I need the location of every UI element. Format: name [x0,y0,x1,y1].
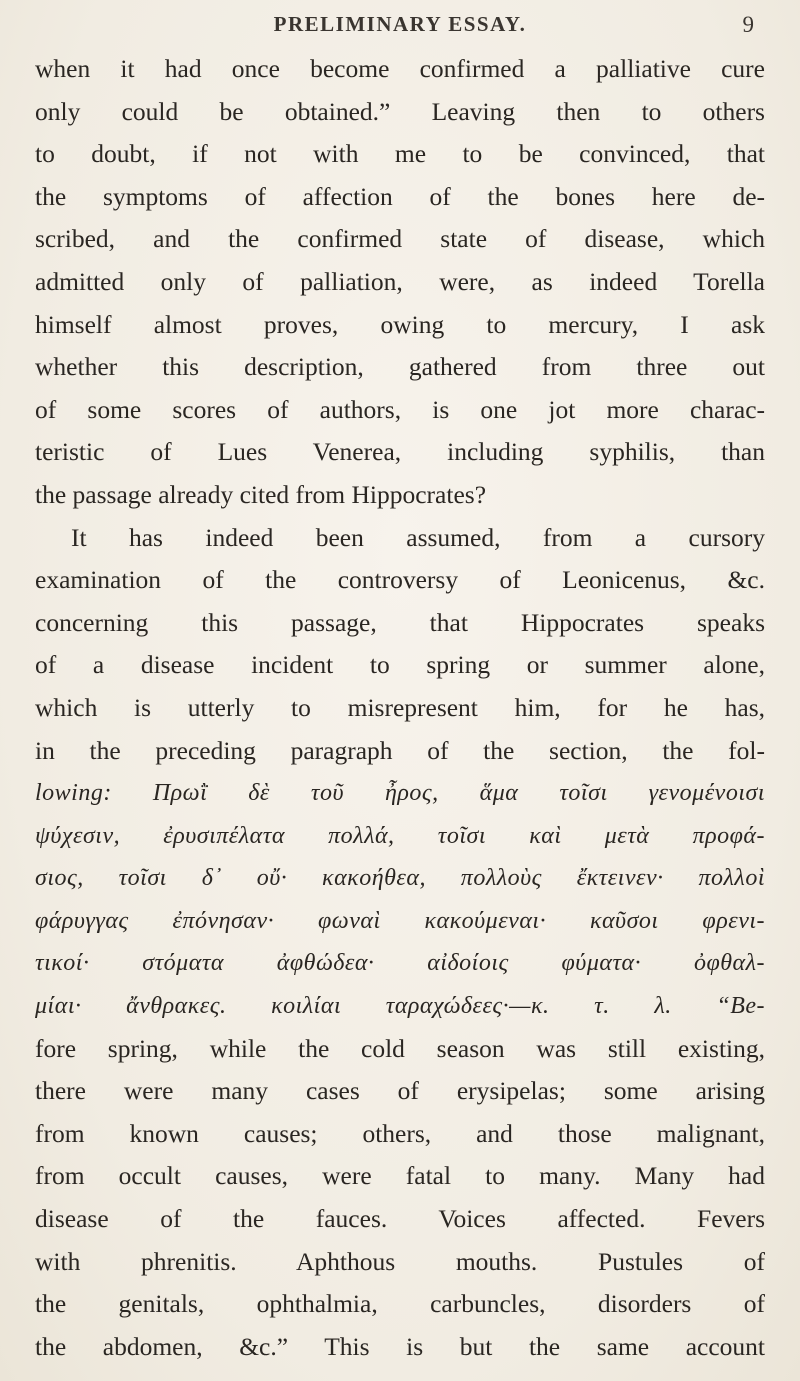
text-line: to doubt, if not with me to be convinced, that [35,139,765,169]
greek-text-line: ψύχεσιν, ἐρυσιπέλατα πολλά, τοῖσι καὶ μετὰ προφά- [35,822,765,849]
text-line: himself almost proves, owing to mercury, I ask [35,309,765,339]
text-line: the passage already cited from Hippocrates? [35,479,487,509]
text-line: of a disease incident to spring or summer alone, [35,650,765,680]
text-line: admitted only of palliation, were, as indeed Torella [35,266,765,296]
greek-text-line: τικοί· στόματα ἀφθώδεα· αἰδοίοις φύματα· ὀφθαλ- [35,950,765,977]
text-line: teristic of Lues Venerea, including syphilis, than [35,437,765,467]
page-number: 9 [742,12,754,37]
text-line: concerning this passage, that Hippocrates speaks [35,607,765,637]
text-line: scribed, and the confirmed state of disease, which [35,224,765,254]
text-line: in the preceding paragraph of the section, the fol- [35,735,765,765]
body-text [35,48,765,1368]
text-line: from occult causes, were fatal to many. Many had [35,1161,765,1191]
running-title: PRELIMINARY ESSAY. [273,12,527,36]
greek-text-line: φάρυγγας ἐπόνησαν· φωναὶ κακούμεναι· καῦσοι φρενι- [35,907,765,934]
text-line: there were many cases of erysipelas; some arising [35,1076,765,1106]
greek-text-line: lowing: Πρωῒ δὲ τοῦ ἦρος, ἅμα τοῖσι γενομένοισι [35,780,765,807]
text-line: fore spring, while the cold season was still existing, [35,1033,765,1063]
greek-text-line: σιος, τοῖσι δ᾽ οὔ· κακοήθεα, πολλοὺς ἔκτεινεν· πολλοὶ [35,865,765,892]
text-line: which is utterly to misrepresent him, for he has, [35,692,765,722]
text-line: with phrenitis. Aphthous mouths. Pustules of [35,1246,765,1276]
text-line: the symptoms of affection of the bones here de- [35,181,765,211]
text-line: of some scores of authors, is one jot more charac- [35,394,765,424]
text-line: only could be obtained.” Leaving then to others [35,96,765,126]
text-line: from known causes; others, and those malignant, [35,1118,765,1148]
greek-text-line: μίαι· ἄνθρακες. κοιλίαι ταραχώδεες·—κ. τ. λ. “Be- [35,993,765,1020]
text-line: It has indeed been assumed, from a cursory [71,522,765,552]
page-header [0,10,800,40]
text-line: whether this description, gathered from three out [35,352,765,382]
text-line: the genitals, ophthalmia, carbuncles, disorders of [35,1289,765,1319]
text-line: when it had once become confirmed a palliative cure [35,54,765,83]
text-line: examination of the controversy of Leonicenus, &c. [35,565,765,595]
text-line: the abdomen, &c.” This is but the same account [35,1331,765,1361]
text-line: disease of the fauces. Voices affected. Fevers [35,1204,765,1234]
